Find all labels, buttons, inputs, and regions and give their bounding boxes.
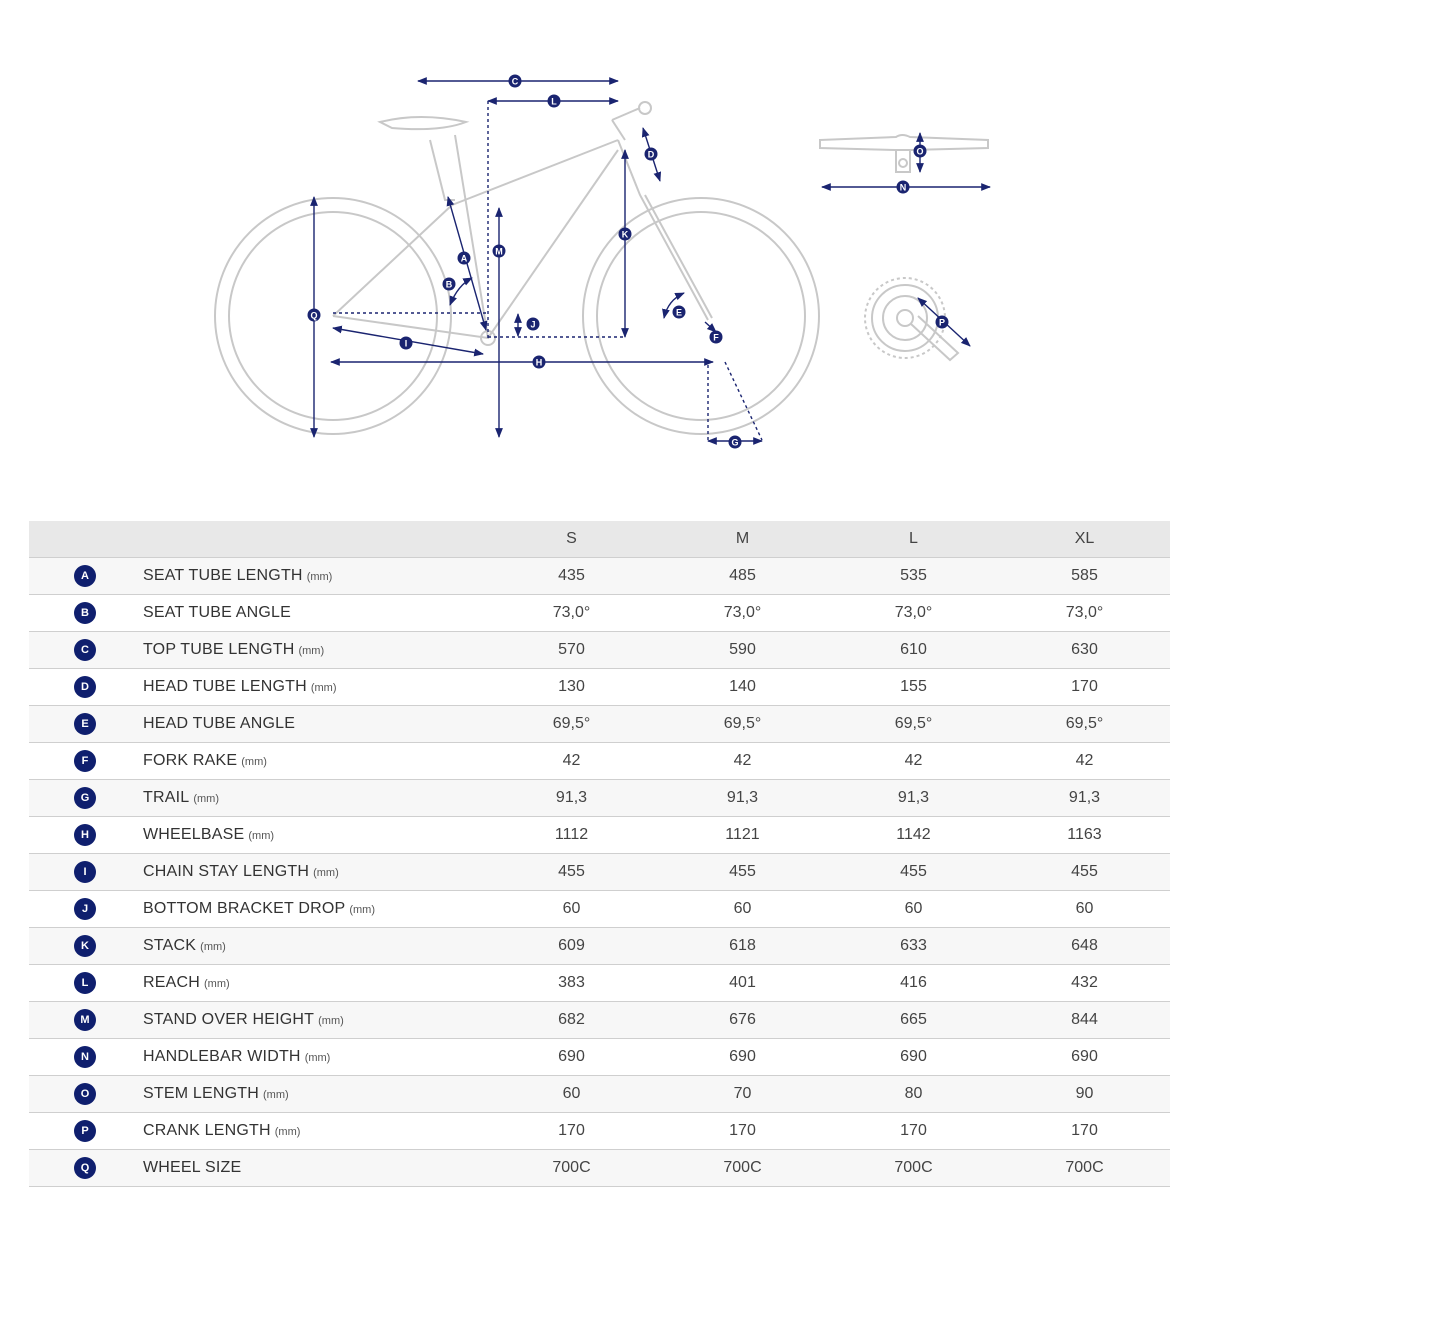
dimension-key-badge: H xyxy=(74,824,96,846)
value-cell-m: 42 xyxy=(657,743,828,780)
value-cell-xl: 844 xyxy=(999,1002,1170,1039)
svg-text:M: M xyxy=(495,246,503,257)
diagram-label-f xyxy=(710,331,723,344)
table-row xyxy=(29,632,1170,669)
measurement-label: SEAT TUBE ANGLE xyxy=(143,604,291,621)
svg-text:B: B xyxy=(445,279,453,290)
measurement-label: WHEEL SIZE xyxy=(143,1159,242,1176)
measurement-label: CHAIN STAY LENGTH xyxy=(143,863,310,880)
value-cell-xl: 90 xyxy=(999,1076,1170,1113)
row-label-cell xyxy=(143,632,486,669)
table-row xyxy=(29,817,1170,854)
value-cell-m: 91,3 xyxy=(657,780,828,817)
svg-text:C: C xyxy=(511,76,519,87)
measurement-unit: (mm) xyxy=(248,830,275,842)
measurement-unit: (mm) xyxy=(306,571,333,583)
measurement-label: BOTTOM BRACKET DROP xyxy=(143,900,346,917)
row-label-cell xyxy=(143,595,486,632)
row-label-cell xyxy=(143,965,486,1002)
dimension-key-badge: L xyxy=(74,972,96,994)
value-cell-l: 665 xyxy=(828,1002,999,1039)
value-cell-s: 435 xyxy=(486,558,657,595)
dimension-key-badge: O xyxy=(74,1083,96,1105)
bike-geometry-diagram xyxy=(0,0,1454,500)
diagram-label-o xyxy=(914,145,927,158)
value-cell-xl: 1163 xyxy=(999,817,1170,854)
value-cell-l: 610 xyxy=(828,632,999,669)
value-cell-xl: 60 xyxy=(999,891,1170,928)
value-cell-l: 700C xyxy=(828,1150,999,1187)
diagram-label-d xyxy=(645,148,658,161)
table-row xyxy=(29,595,1170,632)
measurement-unit: (mm) xyxy=(304,1052,331,1064)
svg-text:P: P xyxy=(938,317,946,328)
row-key-cell xyxy=(29,817,143,854)
value-cell-s: 170 xyxy=(486,1113,657,1150)
value-cell-xl: 432 xyxy=(999,965,1170,1002)
table-row xyxy=(29,706,1170,743)
value-cell-l: 91,3 xyxy=(828,780,999,817)
measurement-unit: (mm) xyxy=(349,904,376,916)
row-label-cell xyxy=(143,1150,486,1187)
row-key-cell xyxy=(29,1076,143,1113)
value-cell-m: 690 xyxy=(657,1039,828,1076)
value-cell-m: 590 xyxy=(657,632,828,669)
row-key-cell xyxy=(29,669,143,706)
value-cell-l: 170 xyxy=(828,1113,999,1150)
row-key-cell xyxy=(29,965,143,1002)
value-cell-l: 535 xyxy=(828,558,999,595)
dimension-key-badge: P xyxy=(74,1120,96,1142)
value-cell-xl: 585 xyxy=(999,558,1170,595)
value-cell-s: 69,5° xyxy=(486,706,657,743)
table-row xyxy=(29,1002,1170,1039)
svg-text:F: F xyxy=(713,332,719,343)
measurement-unit: (mm) xyxy=(318,1015,344,1027)
diagram-label-b xyxy=(443,278,456,291)
dimension-key-badge: J xyxy=(74,898,96,920)
dimension-key-badge: G xyxy=(74,787,96,809)
diagram-label-l xyxy=(548,95,561,108)
value-cell-l: 155 xyxy=(828,669,999,706)
value-cell-m: 60 xyxy=(657,891,828,928)
measurement-label: REACH xyxy=(143,974,201,991)
bike-frame-drawing xyxy=(215,102,819,434)
dimension-key-badge: F xyxy=(74,750,96,772)
diagram-label-e xyxy=(673,306,686,319)
measurement-label: HEAD TUBE ANGLE xyxy=(143,715,296,732)
value-cell-l: 633 xyxy=(828,928,999,965)
table-row xyxy=(29,1113,1170,1150)
row-label-cell xyxy=(143,1002,486,1039)
dimension-key-badge: Q xyxy=(74,1157,96,1179)
table-row xyxy=(29,965,1170,1002)
table-row xyxy=(29,1076,1170,1113)
table-row xyxy=(29,1150,1170,1187)
value-cell-s: 682 xyxy=(486,1002,657,1039)
measurement-unit: (mm) xyxy=(200,941,226,953)
dimension-key-badge: M xyxy=(74,1009,96,1031)
row-label-cell xyxy=(143,780,486,817)
svg-text:O: O xyxy=(916,146,924,157)
dimension-key-badge: B xyxy=(74,602,96,624)
value-cell-xl: 690 xyxy=(999,1039,1170,1076)
diagram-label-p xyxy=(936,316,949,329)
row-key-cell xyxy=(29,632,143,669)
value-cell-xl: 69,5° xyxy=(999,706,1170,743)
value-cell-l: 416 xyxy=(828,965,999,1002)
table-row xyxy=(29,891,1170,928)
value-cell-m: 73,0° xyxy=(657,595,828,632)
row-label-cell xyxy=(143,891,486,928)
value-cell-m: 140 xyxy=(657,669,828,706)
row-label-cell xyxy=(143,558,486,595)
value-cell-m: 69,5° xyxy=(657,706,828,743)
value-cell-m: 455 xyxy=(657,854,828,891)
value-cell-xl: 170 xyxy=(999,1113,1170,1150)
measurement-unit: (mm) xyxy=(274,1126,301,1138)
diagram-label-g xyxy=(729,436,742,449)
table-row xyxy=(29,669,1170,706)
value-cell-l: 1142 xyxy=(828,817,999,854)
svg-text:L: L xyxy=(551,96,557,107)
diagram-label-k xyxy=(619,228,632,241)
measurement-unit: (mm) xyxy=(241,756,267,768)
diagram-label-m xyxy=(493,245,506,258)
row-key-cell xyxy=(29,558,143,595)
table-row xyxy=(29,558,1170,595)
value-cell-xl: 700C xyxy=(999,1150,1170,1187)
table-row xyxy=(29,1039,1170,1076)
svg-text:E: E xyxy=(675,307,683,318)
diagram-label-j xyxy=(527,318,540,331)
handlebar-drawing xyxy=(820,135,988,172)
value-cell-s: 383 xyxy=(486,965,657,1002)
table-row xyxy=(29,780,1170,817)
row-key-cell xyxy=(29,1150,143,1187)
measurement-label: FORK RAKE xyxy=(143,752,238,769)
measurement-unit: (mm) xyxy=(313,867,339,879)
size-header-s: S xyxy=(486,521,657,558)
row-label-cell xyxy=(143,669,486,706)
row-key-cell xyxy=(29,928,143,965)
value-cell-m: 485 xyxy=(657,558,828,595)
row-label-cell xyxy=(143,1039,486,1076)
row-key-cell xyxy=(29,1002,143,1039)
value-cell-l: 42 xyxy=(828,743,999,780)
size-header-row xyxy=(29,521,1170,558)
diagram-label-c xyxy=(509,75,522,88)
diagram-label-n xyxy=(897,181,910,194)
value-cell-s: 570 xyxy=(486,632,657,669)
value-cell-xl: 170 xyxy=(999,669,1170,706)
measurement-unit: (mm) xyxy=(310,682,337,694)
value-cell-l: 80 xyxy=(828,1076,999,1113)
svg-text:H: H xyxy=(535,357,543,368)
row-key-cell xyxy=(29,706,143,743)
header-spacer xyxy=(29,521,143,558)
size-header-l: L xyxy=(828,521,999,558)
dimension-key-badge: A xyxy=(74,565,96,587)
measurement-label: TOP TUBE LENGTH xyxy=(143,641,295,658)
measurement-unit: (mm) xyxy=(298,645,325,657)
measurement-label: HEAD TUBE LENGTH xyxy=(143,678,307,695)
value-cell-m: 676 xyxy=(657,1002,828,1039)
measurement-label: STEM LENGTH xyxy=(143,1085,259,1102)
row-key-cell xyxy=(29,780,143,817)
svg-text:N: N xyxy=(899,182,907,193)
row-key-cell xyxy=(29,1039,143,1076)
svg-text:Q: Q xyxy=(310,310,318,321)
dimension-key-badge: E xyxy=(74,713,96,735)
value-cell-s: 60 xyxy=(486,1076,657,1113)
svg-text:I: I xyxy=(404,338,408,349)
table-row xyxy=(29,743,1170,780)
value-cell-s: 700C xyxy=(486,1150,657,1187)
measurement-unit: (mm) xyxy=(204,978,230,990)
svg-text:J: J xyxy=(530,319,536,330)
row-label-cell xyxy=(143,928,486,965)
dimension-key-badge: K xyxy=(74,935,96,957)
value-cell-s: 60 xyxy=(486,891,657,928)
table-row xyxy=(29,928,1170,965)
value-cell-m: 70 xyxy=(657,1076,828,1113)
value-cell-m: 618 xyxy=(657,928,828,965)
dimension-key-badge: N xyxy=(74,1046,96,1068)
row-label-cell xyxy=(143,1113,486,1150)
value-cell-xl: 648 xyxy=(999,928,1170,965)
measurement-label: HANDLEBAR WIDTH xyxy=(143,1048,301,1065)
value-cell-s: 609 xyxy=(486,928,657,965)
svg-text:K: K xyxy=(621,229,629,240)
diagram-label-i xyxy=(400,337,413,350)
row-label-cell xyxy=(143,743,486,780)
value-cell-m: 1121 xyxy=(657,817,828,854)
diagram-label-a xyxy=(458,252,471,265)
value-cell-m: 170 xyxy=(657,1113,828,1150)
row-label-cell xyxy=(143,817,486,854)
row-key-cell xyxy=(29,854,143,891)
value-cell-s: 73,0° xyxy=(486,595,657,632)
value-cell-s: 690 xyxy=(486,1039,657,1076)
value-cell-s: 1112 xyxy=(486,817,657,854)
measurement-label: STACK xyxy=(143,937,197,954)
measurement-label: STAND OVER HEIGHT xyxy=(143,1011,315,1028)
row-key-cell xyxy=(29,891,143,928)
value-cell-s: 455 xyxy=(486,854,657,891)
svg-text:G: G xyxy=(731,437,739,448)
measurement-label: TRAIL xyxy=(143,789,190,806)
measurement-label: CRANK LENGTH xyxy=(143,1122,271,1139)
svg-text:D: D xyxy=(647,149,655,160)
value-cell-l: 73,0° xyxy=(828,595,999,632)
row-key-cell xyxy=(29,1113,143,1150)
value-cell-m: 700C xyxy=(657,1150,828,1187)
value-cell-xl: 73,0° xyxy=(999,595,1170,632)
value-cell-m: 401 xyxy=(657,965,828,1002)
size-header-xl: XL xyxy=(999,521,1170,558)
diagram-label-h xyxy=(533,356,546,369)
measurement-unit: (mm) xyxy=(263,1089,289,1101)
row-key-cell xyxy=(29,595,143,632)
value-cell-xl: 455 xyxy=(999,854,1170,891)
value-cell-l: 455 xyxy=(828,854,999,891)
value-cell-l: 690 xyxy=(828,1039,999,1076)
row-label-cell xyxy=(143,854,486,891)
svg-text:A: A xyxy=(460,253,468,264)
value-cell-s: 42 xyxy=(486,743,657,780)
header-spacer xyxy=(143,521,486,558)
size-header-m: M xyxy=(657,521,828,558)
value-cell-l: 60 xyxy=(828,891,999,928)
measurement-unit: (mm) xyxy=(193,793,219,805)
dimension-key-badge: C xyxy=(74,639,96,661)
row-label-cell xyxy=(143,706,486,743)
dimension-lines xyxy=(314,81,990,441)
geometry-table xyxy=(29,521,1170,1187)
value-cell-l: 69,5° xyxy=(828,706,999,743)
dimension-key-badge: D xyxy=(74,676,96,698)
diagram-label-q xyxy=(308,309,321,322)
dimension-key-badge: I xyxy=(74,861,96,883)
measurement-label: SEAT TUBE LENGTH xyxy=(143,567,303,584)
value-cell-xl: 42 xyxy=(999,743,1170,780)
row-key-cell xyxy=(29,743,143,780)
measurement-label: WHEELBASE xyxy=(143,826,245,843)
row-label-cell xyxy=(143,1076,486,1113)
value-cell-s: 91,3 xyxy=(486,780,657,817)
value-cell-s: 130 xyxy=(486,669,657,706)
value-cell-xl: 630 xyxy=(999,632,1170,669)
value-cell-xl: 91,3 xyxy=(999,780,1170,817)
table-row xyxy=(29,854,1170,891)
